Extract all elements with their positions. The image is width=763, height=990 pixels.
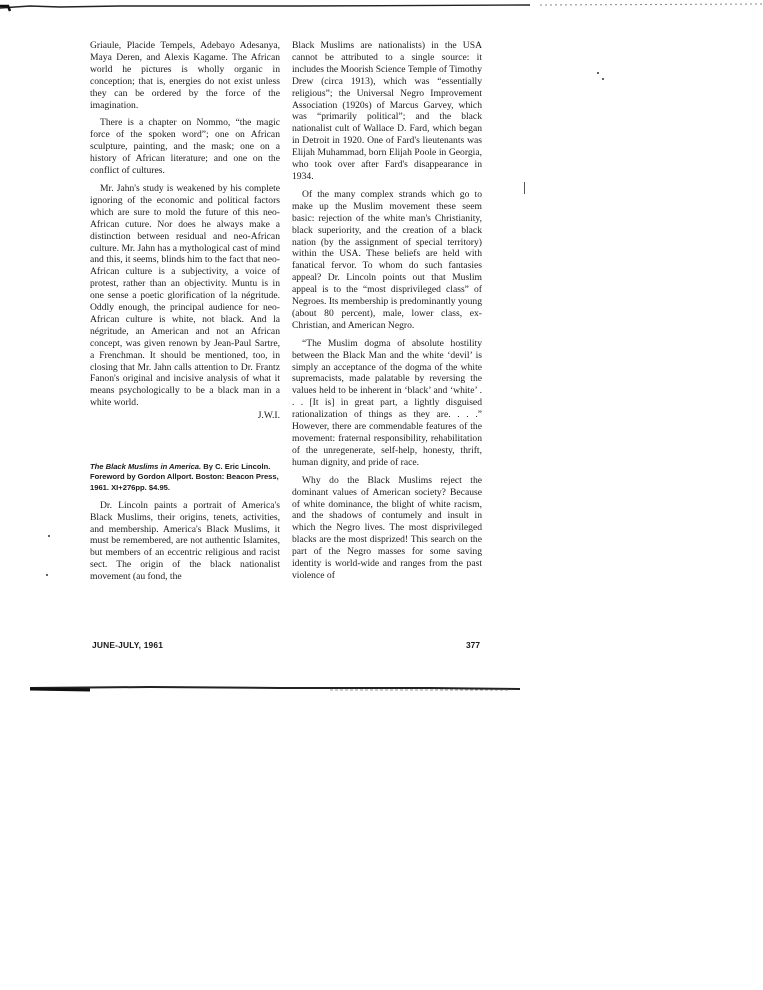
book-title: The Black Muslims in America. bbox=[90, 462, 202, 472]
body-paragraph: Dr. Lincoln paints a portrait of America's Black Muslims, their origins, tenets, activities, and membership. America's Black Muslims, it must be remembered, are not authentic Islamites, but members of an eccentric religious and racist sect. The origin of the black nationalist movement (au fond, the bbox=[90, 499, 280, 583]
body-paragraph: Black Muslims are nationalists) in the USA cannot be attributed to a single source: it includes the Moorish Science Temple of Timothy Drew (circa 1913), which was “essentially religious”; the Universal Negro Improvement Association (1920s) of Marcus Garvey, which was “primarily political”; and the black nationalist cult of Wallace D. Fard, which began in Detroit in 1920. One of Fard's lieutenants was Elijah Muhammad, born Elijah Poole in Georgia, who took over after Fard's disappearance in 1934. bbox=[292, 40, 482, 182]
scan-speck bbox=[597, 72, 599, 74]
scan-speck bbox=[48, 535, 50, 537]
scan-edge-bottom bbox=[30, 684, 520, 692]
reviewer-initials: J.W.I. bbox=[257, 410, 280, 422]
right-column bbox=[292, 40, 482, 588]
body-paragraph: There is a chapter on Nommo, “the magic force of the spoken word”; one on African sculpture, painting, and the mask; one on a history of African literature; and one on the conflict of cultures. bbox=[90, 117, 280, 177]
review-heading bbox=[90, 462, 280, 493]
scan-speck bbox=[602, 78, 604, 80]
left-column bbox=[90, 40, 280, 589]
scan-mark bbox=[524, 182, 525, 194]
body-paragraph: Mr. Jahn's study is weakened by his complete ignoring of the economic and political factors which are sure to mold the future of this neo-African cuture. Nor does he always make a distinction between residual and neo-African culture. Mr. Jahn has a mythological cast of mind and this, it seems, blinds him to the fact that neo-African culture is a subjectivity, a voice of protest, rather than an objectivity. Muntu is in one sense a poetic glorification of la négritude. Oddly enough, the principal audience for neo-African culture is white, not black. And la négritude, an American and not an African concept, was given renown by Jean-Paul Sartre, a Frenchman. It should be mentioned, too, in closing that Mr. Jahn calls attention to Dr. Frantz Fanon's original and incisive analysis of what it means psychologically to be a black man in a white world. bbox=[90, 182, 280, 409]
body-paragraph: Of the many complex strands which go to make up the Muslim movement these seem basic: rejection of the white man's Christianity, black superiority, and the creation of a black nation (by the assignment of special territory) within the USA. These beliefs are held with fanatical fervor. To whom do such fantasies appeal? Dr. Lincoln points out that Muslim appeal is to the “most disprivileged class” of Negroes. Its membership is predominantly young (about 80 percent), male, lower class, ex-Christian, and American Negro. bbox=[292, 188, 482, 331]
book-details: By C. Eric Lincoln. Foreword by Gordon Allport. Boston: Beacon Press, 1961. XI+276pp. $4.95. bbox=[90, 462, 279, 492]
body-paragraph: “The Muslim dogma of absolute hostility between the Black Man and the white ‘devil’ is simply an acceptance of the dogma of the white supremacists, made palatable by reversing the values held to be inherent in ‘black’ and ‘white’ . . . [It is] in great part, a lightly disguised rationalization of things as they are. . . .” However, there are commendable features of the movement: fraternal responsibility, rehabilitation of the unregenerate, self-help, honesty, thrift, human dignity, and pride of race. bbox=[292, 337, 482, 468]
scan-edge-top bbox=[0, 2, 763, 12]
body-paragraph: Griaule, Placide Tempels, Adebayo Adesanya, Maya Deren, and Alexis Kagame. The African world he pictures is wholly organic in conception; that is, energies do not exist unless they can be ordered by the force of the imagination. bbox=[90, 40, 280, 111]
scan-speck bbox=[46, 574, 48, 576]
page-number: 377 bbox=[466, 640, 480, 650]
body-paragraph: Why do the Black Muslims reject the dominant values of American society? Because of white dominance, the blight of white racism, and the shadows of contumely and insult in which the Negro lives. The most disprivileged blacks are the most disprized! This search on the part of the Negro masses for some saving identity is world-wide and ranges from the past violence of bbox=[292, 474, 482, 581]
issue-date: JUNE-JULY, 1961 bbox=[92, 640, 164, 650]
